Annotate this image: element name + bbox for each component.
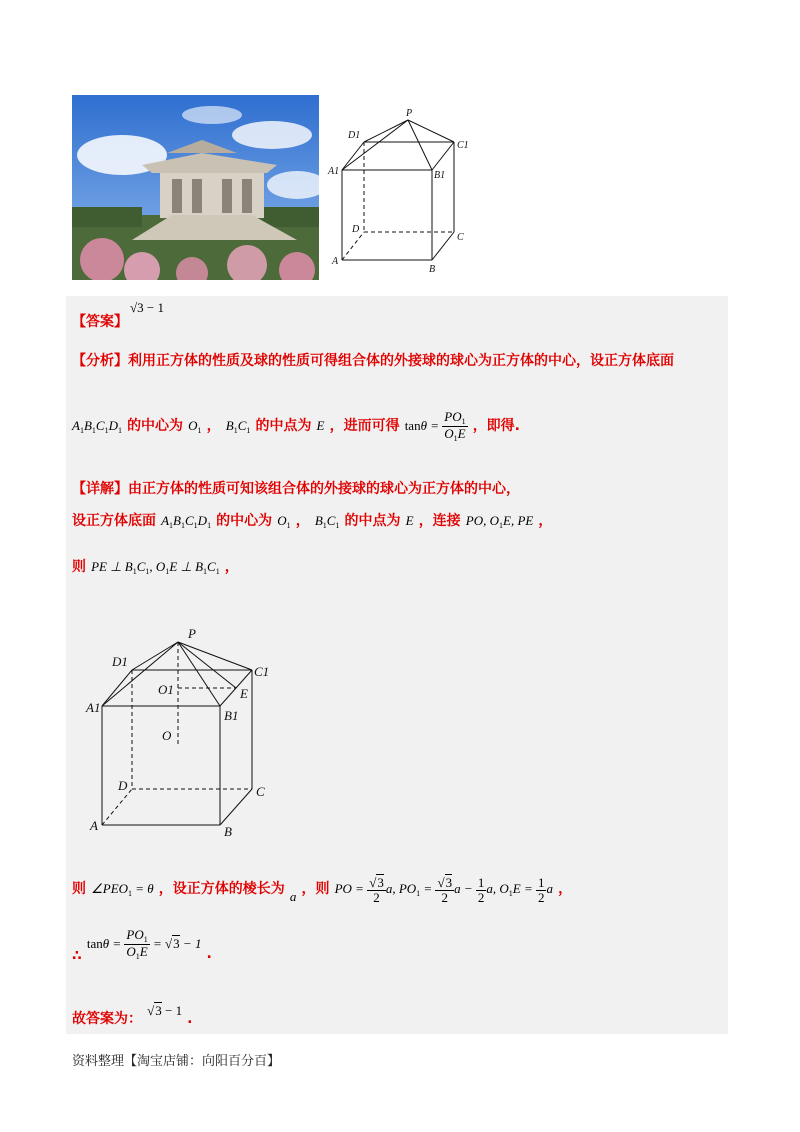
label-O1: O1 — [158, 682, 174, 697]
label-A1: A1 — [328, 166, 340, 177]
figure-cube-pyramid-small — [326, 100, 476, 280]
math-perpendiculars: PE ⊥ $B_1C_1$, $O_1E$ ⊥ $B_1C_1$ — [91, 559, 220, 576]
math-final-value: √3 − 1 — [147, 1003, 183, 1018]
detail-line4: 则 $\angle PEO_1 = \theta$ ，设正方体的棱长为 $_a$ ，则 PO = $\frac{√3}{2}$ a, $PO_1$ = $\frac{√3}{2}$ a − $\frac{1}{2}$ a, $O_1E$ = $\frac{1}{2}$ a ， — [72, 875, 573, 905]
analysis-line1: 利用正方体的性质及球的性质可得组合体的外接球的球心为正方体的中心，设正方体底面 — [128, 353, 674, 369]
label-O: O — [162, 728, 172, 743]
detail-line2: 设正方体底面 $A_1B_1C_1D_1$ 的中心为 $O_1$ ， $B_1C_1$ 的中点为 E ，连接 PO, $O_1E$, PE ， — [72, 513, 553, 530]
label-D1: D1 — [348, 130, 361, 141]
analysis-line2: $A_1B_1C_1D_1$ 的中心为 $O_1$ ， $B_1C_1$ 的中点为 E ，进而可得 tanθ = $\frac{PO_1}{O_1E}$ ，即得. — [72, 409, 521, 444]
footer-source: 资料整理【淘宝店铺：向阳百分百】 — [72, 1054, 281, 1069]
math-tan-result: tanθ = $\frac{PO_1}{O_1E}$ = √3 − 1 — [86, 927, 202, 962]
figure-cube-pyramid-large — [84, 622, 280, 840]
math-a: a — [289, 889, 297, 905]
label-B1: B1 — [224, 708, 239, 723]
math-A1B1C1D1: $A_1B_1C_1D_1$ — [72, 417, 122, 435]
detail-label: 【详解】 — [72, 481, 128, 497]
label-A1: A1 — [86, 700, 101, 715]
answer-value: √3 − 1 — [130, 300, 164, 315]
label-B: B — [224, 824, 232, 839]
detail-line3: 则 PE ⊥ $B_1C_1$, $O_1E$ ⊥ $B_1C_1$ ， — [72, 559, 239, 576]
label-D: D — [118, 778, 128, 793]
label-D1: D1 — [112, 654, 128, 669]
detail-line1: 由正方体的性质可知该组合体的外接球的球心为正方体的中心， — [128, 481, 520, 497]
label-B1: B1 — [434, 170, 446, 181]
math-O1: $O_1$ — [188, 417, 202, 435]
analysis-label: 【分析】 — [72, 353, 128, 369]
math-lengths: PO = $\frac{√3}{2}$ a, $PO_1$ = $\frac{√3}{2}$ a − $\frac{1}{2}$ a, $O_1E$ = $\frac{1}{2}$ a — [334, 875, 553, 905]
math-tan-theta-def: tanθ = $\frac{PO_1}{O_1E}$ — [404, 409, 466, 444]
math-B1C1: $B_1C_1$ — [225, 417, 251, 435]
answer-label: 【答案】 — [72, 314, 128, 330]
detail-therefore: ∴ tanθ = $\frac{PO_1}{O_1E}$ = √3 − 1 . — [72, 927, 212, 964]
label-C1: C1 — [254, 664, 270, 679]
label-A: A — [332, 256, 339, 267]
label-P: P — [188, 626, 196, 641]
math-PO-O1E-PE: PO, $O_1E$, PE — [465, 513, 534, 530]
label-E: E — [240, 686, 248, 701]
math-E: E — [316, 417, 325, 433]
label-C1: C1 — [457, 140, 469, 151]
label-P: P — [406, 108, 413, 119]
label-D: D — [352, 224, 360, 235]
label-A: A — [90, 818, 98, 833]
label-C: C — [457, 232, 464, 243]
detail-final: 故答案为： √3 − 1 . — [72, 1003, 193, 1027]
math-angle: $\angle PEO_1 = \theta$ — [91, 881, 154, 899]
label-B: B — [429, 264, 436, 275]
label-C: C — [256, 784, 265, 799]
building-photo — [72, 95, 319, 280]
